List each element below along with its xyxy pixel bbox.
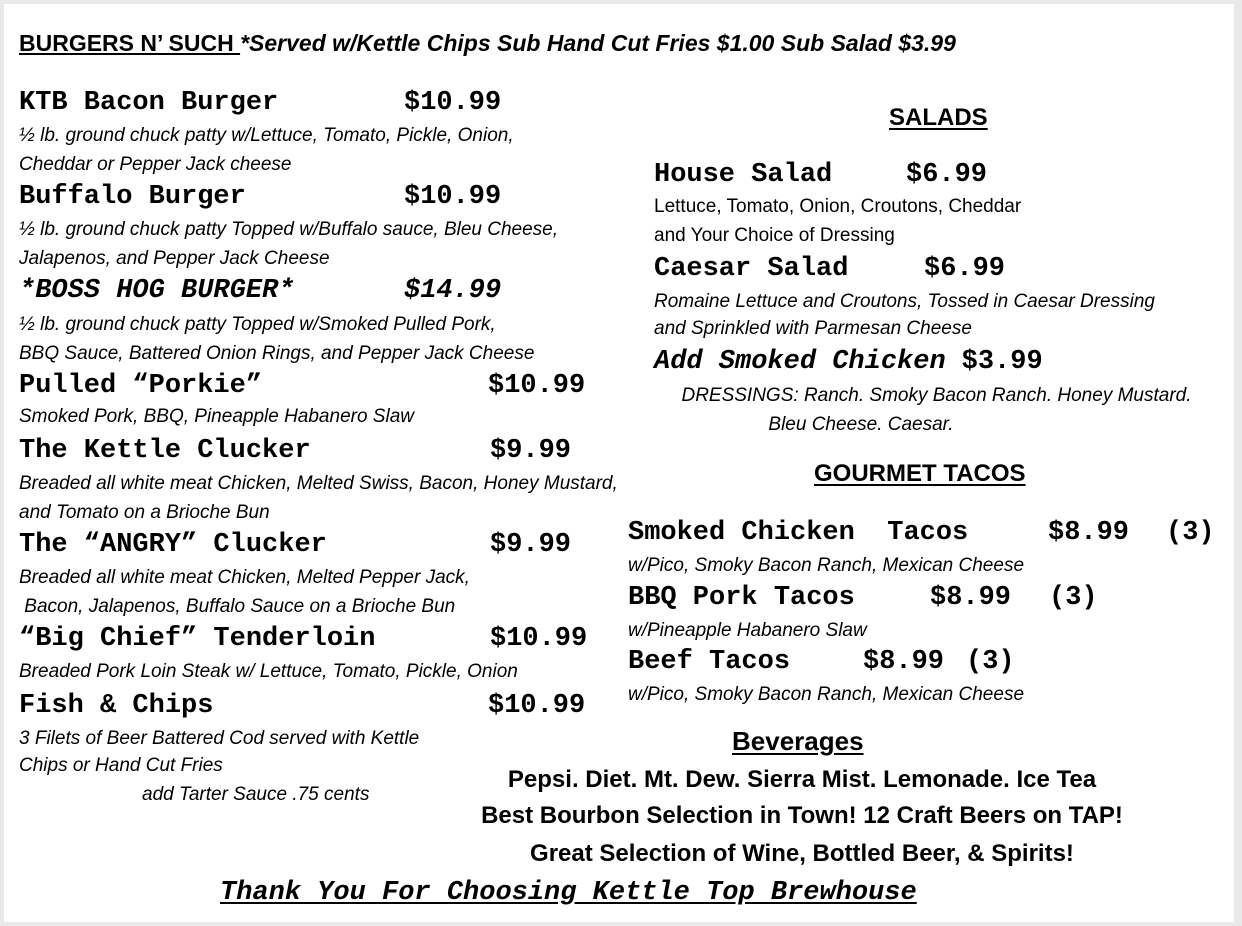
- item-price: $6.99: [906, 160, 988, 190]
- item-desc: and Sprinkled with Parmesan Cheese: [654, 318, 972, 339]
- item-name: The “ANGRY” Clucker: [19, 530, 327, 560]
- menu-page: [4, 4, 1234, 922]
- item-price: $9.99: [490, 530, 572, 560]
- burgers-header: [19, 32, 956, 55]
- addon-name: Add Smoked Chicken: [654, 347, 946, 377]
- burgers-note: *Served w/Kettle Chips Sub Hand Cut Fries $1.00 Sub Salad $3.99: [240, 30, 956, 56]
- item-desc: BBQ Sauce, Battered Onion Rings, and Pepper Jack Cheese: [19, 343, 535, 364]
- item-desc: ½ lb. ground chuck patty Topped w/Buffalo sauce, Bleu Cheese,: [19, 219, 559, 240]
- item-price: $8.99: [863, 647, 945, 677]
- item-name: Smoked Chicken Tacos: [628, 518, 969, 548]
- item-name: Fish & Chips: [19, 691, 214, 721]
- item-desc: Breaded all white meat Chicken, Melted Swiss, Bacon, Honey Mustard,: [19, 473, 618, 494]
- item-name: BBQ Pork Tacos: [628, 583, 855, 613]
- item-desc: w/Pico, Smoky Bacon Ranch, Mexican Cheese: [628, 555, 1025, 576]
- dressings-line: Bleu Cheese. Caesar.: [768, 414, 954, 435]
- item-name: Beef Tacos: [628, 647, 791, 677]
- beverages-line: Pepsi. Diet. Mt. Dew. Sierra Mist. Lemonade. Ice Tea: [507, 766, 1097, 793]
- item-qty: (3): [966, 647, 1015, 677]
- item-desc: Romaine Lettuce and Croutons, Tossed in Caesar Dressing: [654, 291, 1155, 312]
- item-desc: and Tomato on a Brioche Bun: [19, 502, 270, 523]
- item-name: House Salad: [654, 160, 833, 190]
- item-desc: Bacon, Jalapenos, Buffalo Sauce on a Brioche Bun: [19, 596, 456, 617]
- item-price: $6.99: [924, 254, 1006, 284]
- item-name: Pulled “Porkie”: [19, 371, 263, 401]
- item-price: $9.99: [490, 436, 572, 466]
- item-desc: Lettuce, Tomato, Onion, Croutons, Cheddar: [654, 196, 1022, 217]
- footer-thank-you: Thank You For Choosing Kettle Top Brewhouse: [220, 878, 917, 908]
- item-desc: 3 Filets of Beer Battered Cod served with Kettle: [19, 728, 420, 749]
- tacos-heading: GOURMET TACOS: [814, 460, 1026, 487]
- beverages-heading: Beverages: [732, 726, 864, 756]
- item-name: Caesar Salad: [654, 254, 849, 284]
- burgers-heading: BURGERS N’ SUCH: [19, 30, 241, 56]
- beverages-line: Best Bourbon Selection in Town! 12 Craft Beers on TAP!: [481, 802, 1123, 829]
- addon-line: [654, 349, 1043, 376]
- addon-price: $3.99: [961, 347, 1043, 377]
- item-name: “Big Chief” Tenderloin: [19, 624, 376, 654]
- item-desc: ½ lb. ground chuck patty Topped w/Smoked Pulled Pork,: [19, 314, 496, 335]
- item-desc: Chips or Hand Cut Fries: [19, 755, 223, 776]
- item-desc: w/Pico, Smoky Bacon Ranch, Mexican Cheese: [628, 684, 1025, 705]
- item-name: The Kettle Clucker: [19, 436, 311, 466]
- item-name: KTB Bacon Burger: [19, 88, 279, 118]
- item-price: $10.99: [404, 182, 502, 212]
- item-price: $10.99: [488, 371, 586, 401]
- item-extra: add Tarter Sauce .75 cents: [142, 784, 370, 805]
- item-price: $10.99: [404, 88, 502, 118]
- item-desc: and Your Choice of Dressing: [654, 225, 895, 246]
- item-desc: Cheddar or Pepper Jack cheese: [19, 154, 292, 175]
- item-price: $14.99: [404, 276, 502, 306]
- item-desc: w/Pineapple Habanero Slaw: [628, 620, 867, 641]
- dressings-line: DRESSINGS: Ranch. Smoky Bacon Ranch. Honey Mustard.: [681, 385, 1192, 406]
- item-desc: ½ lb. ground chuck patty w/Lettuce, Tomato, Pickle, Onion,: [19, 125, 514, 146]
- item-name: Buffalo Burger: [19, 182, 246, 212]
- item-price: $10.99: [488, 691, 586, 721]
- item-price: $10.99: [490, 624, 588, 654]
- item-qty: (3): [1049, 583, 1098, 613]
- item-desc: Jalapenos, and Pepper Jack Cheese: [19, 248, 330, 269]
- item-name: *BOSS HOG BURGER*: [19, 276, 295, 306]
- item-qty: (3): [1166, 518, 1215, 548]
- salads-heading: SALADS: [889, 104, 988, 131]
- item-price: $8.99: [930, 583, 1012, 613]
- item-desc: Breaded all white meat Chicken, Melted Pepper Jack,: [19, 567, 470, 588]
- item-price: $8.99: [1048, 518, 1130, 548]
- item-desc: Breaded Pork Loin Steak w/ Lettuce, Tomato, Pickle, Onion: [19, 661, 518, 682]
- beverages-line: Great Selection of Wine, Bottled Beer, & Spirits!: [530, 840, 1074, 867]
- item-desc: Smoked Pork, BBQ, Pineapple Habanero Slaw: [19, 406, 414, 427]
